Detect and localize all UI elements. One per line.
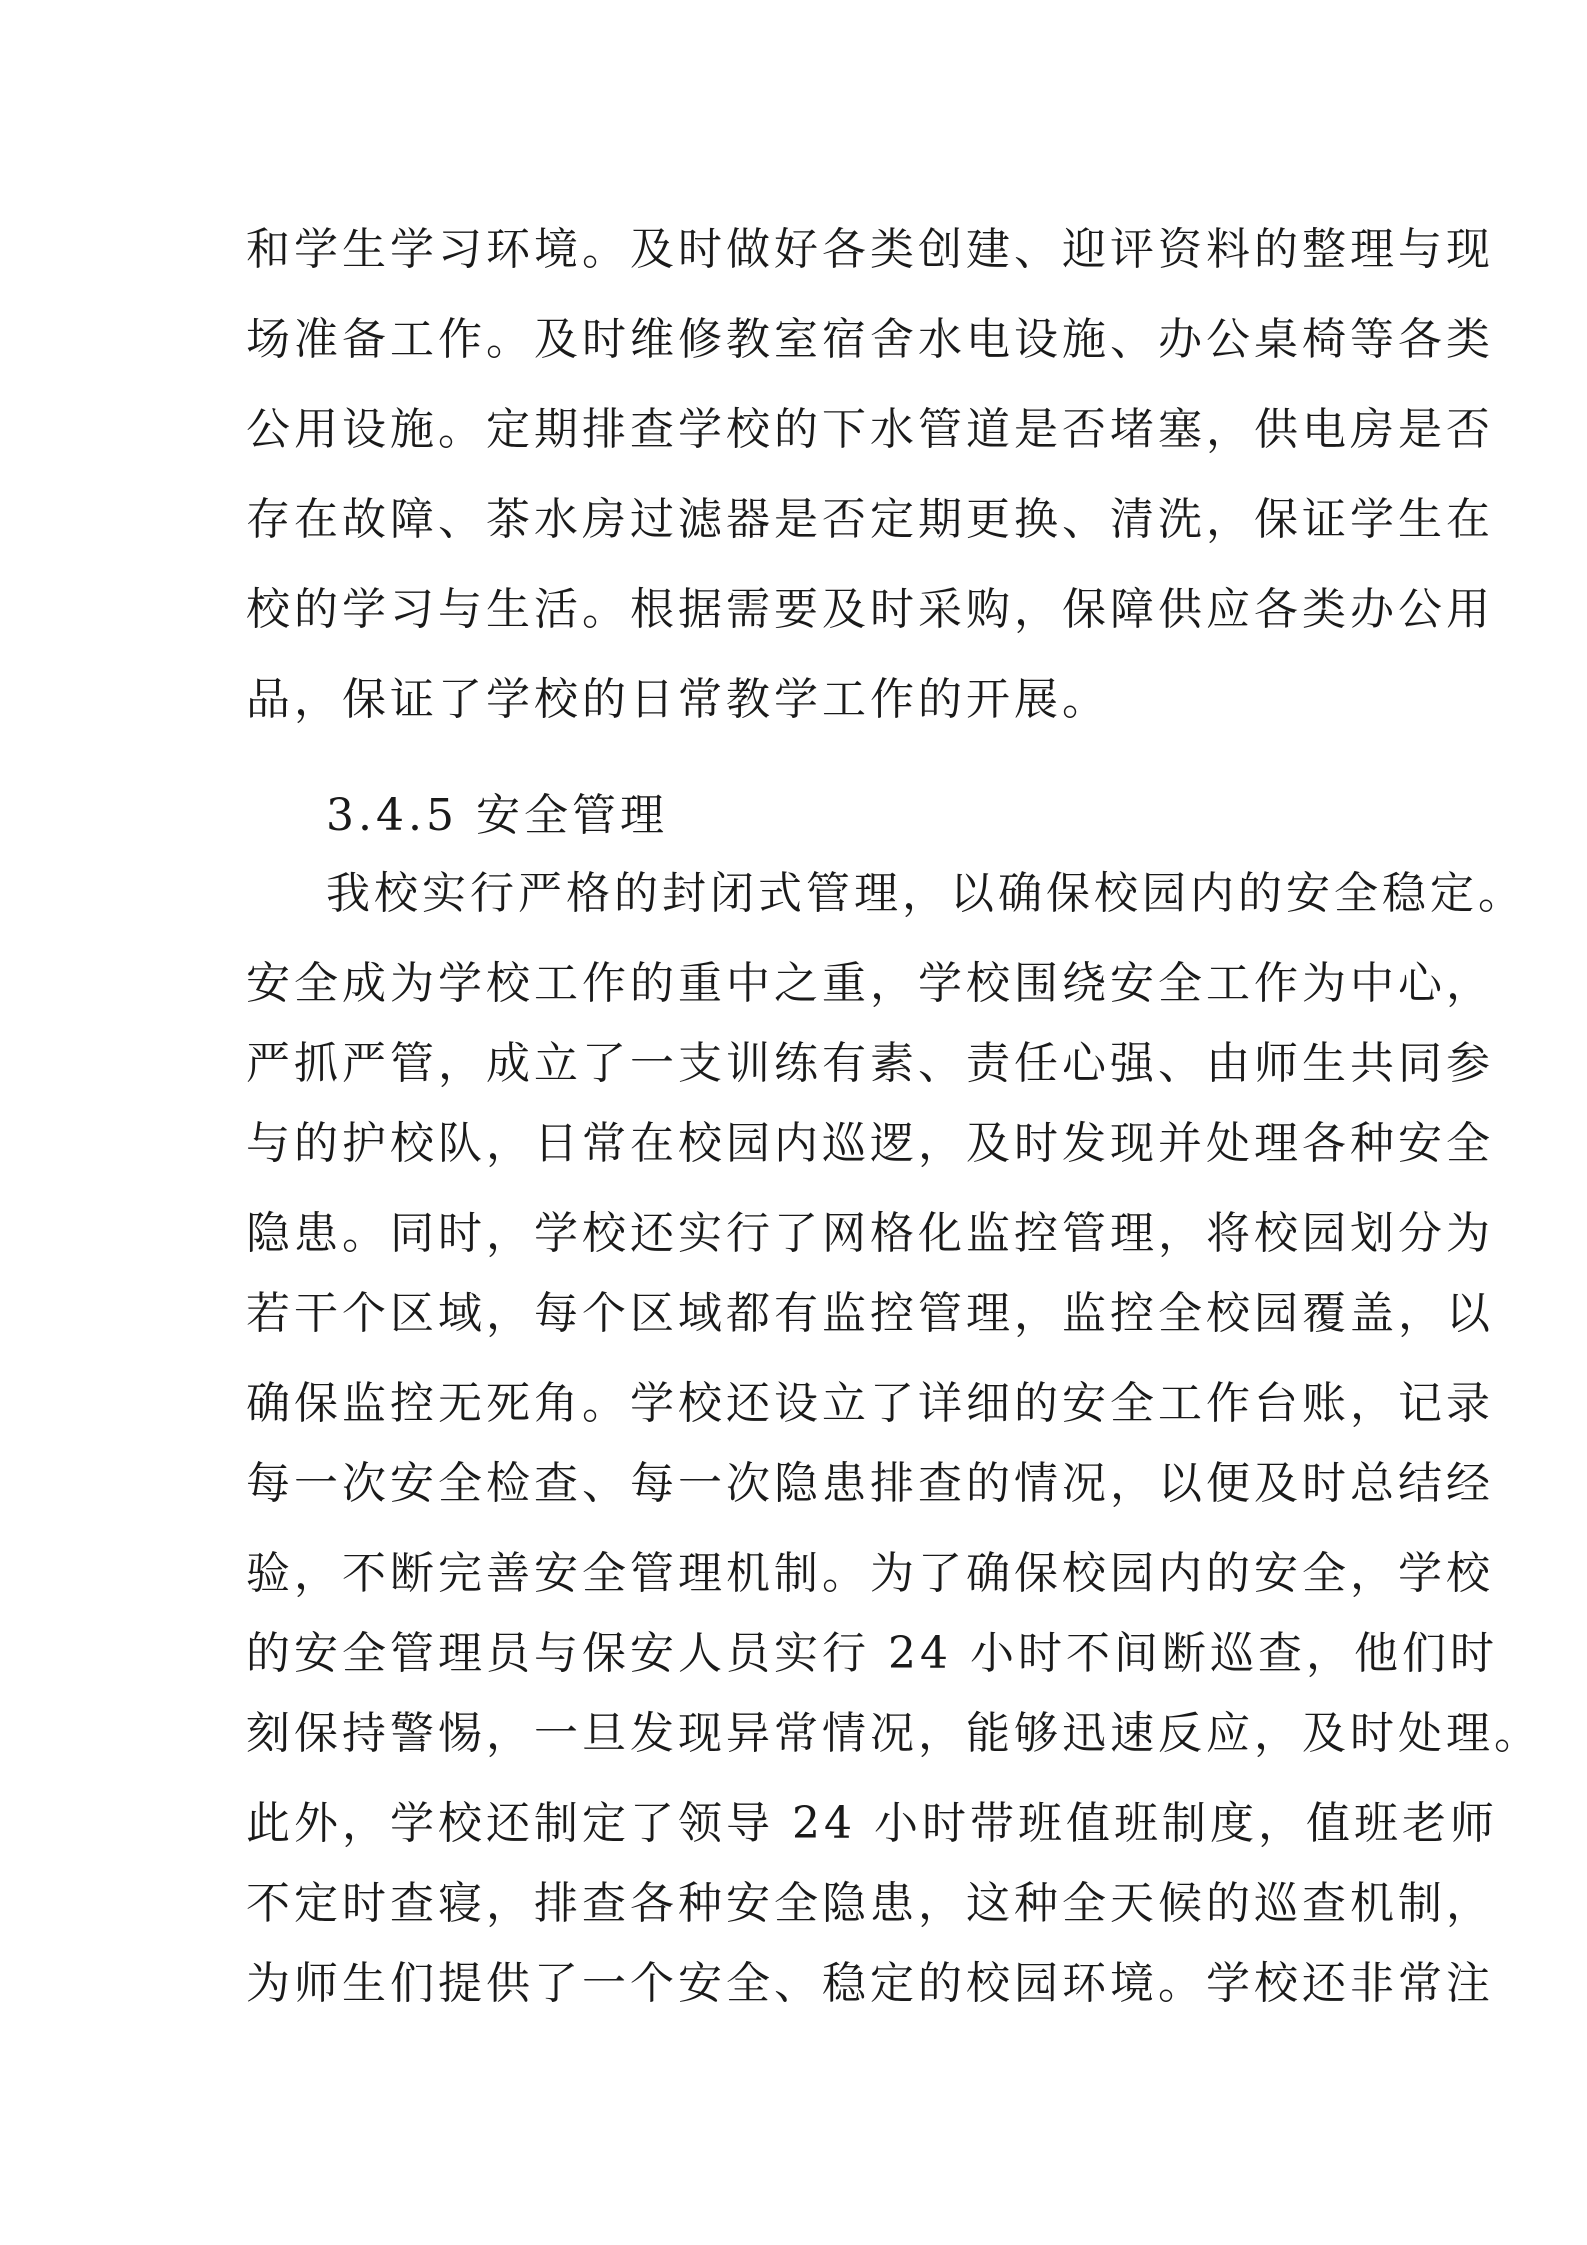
- paragraph-2-line-13: 不定时查寝，排查各种安全隐患，这种全天候的巡查机制，: [246, 1878, 1494, 1929]
- paragraph-2-line-6: 若干个区域，每个区域都有监控管理，监控全校园覆盖，以: [246, 1288, 1494, 1339]
- paragraph-1-line-6: 品，保证了学校的日常教学工作的开展。: [246, 674, 1110, 725]
- paragraph-2-line-8: 每一次安全检查、每一次隐患排查的情况，以便及时总结经: [246, 1458, 1494, 1509]
- paragraph-2-line-2: 安全成为学校工作的重中之重，学校围绕安全工作为中心，: [246, 958, 1494, 1009]
- section-heading: 3.4.5 安全管理: [326, 790, 668, 841]
- paragraph-1-line-2: 场准备工作。及时维修教室宿舍水电设施、办公桌椅等各类: [246, 314, 1494, 365]
- paragraph-2-line-3: 严抓严管，成立了一支训练有素、责任心强、由师生共同参: [246, 1038, 1494, 1089]
- paragraph-1-line-5: 校的学习与生活。根据需要及时采购，保障供应各类办公用: [246, 584, 1494, 635]
- paragraph-2-line-12: 此外，学校还制定了领导 24 小时带班值班制度，值班老师: [246, 1798, 1498, 1849]
- paragraph-2-line-10: 的安全管理员与保安人员实行 24 小时不间断巡查，他们时: [246, 1628, 1498, 1679]
- paragraph-2-line-1: 我校实行严格的封闭式管理，以确保校园内的安全稳定。: [326, 868, 1526, 919]
- paragraph-2-line-5: 隐患。同时，学校还实行了网格化监控管理，将校园划分为: [246, 1208, 1494, 1259]
- paragraph-1-line-4: 存在故障、茶水房过滤器是否定期更换、清洗，保证学生在: [246, 494, 1494, 545]
- paragraph-1-line-3: 公用设施。定期排查学校的下水管道是否堵塞，供电房是否: [246, 404, 1494, 455]
- paragraph-2-line-11: 刻保持警惕，一旦发现异常情况，能够迅速反应，及时处理。: [246, 1708, 1542, 1759]
- paragraph-2-line-4: 与的护校队，日常在校园内巡逻，及时发现并处理各种安全: [246, 1118, 1494, 1169]
- paragraph-2-line-14: 为师生们提供了一个安全、稳定的校园环境。学校还非常注: [246, 1958, 1494, 2009]
- paragraph-2-line-7: 确保监控无死角。学校还设立了详细的安全工作台账，记录: [246, 1378, 1494, 1429]
- paragraph-2-line-9: 验，不断完善安全管理机制。为了确保校园内的安全，学校: [246, 1548, 1494, 1599]
- paragraph-1-line-1: 和学生学习环境。及时做好各类创建、迎评资料的整理与现: [246, 224, 1494, 275]
